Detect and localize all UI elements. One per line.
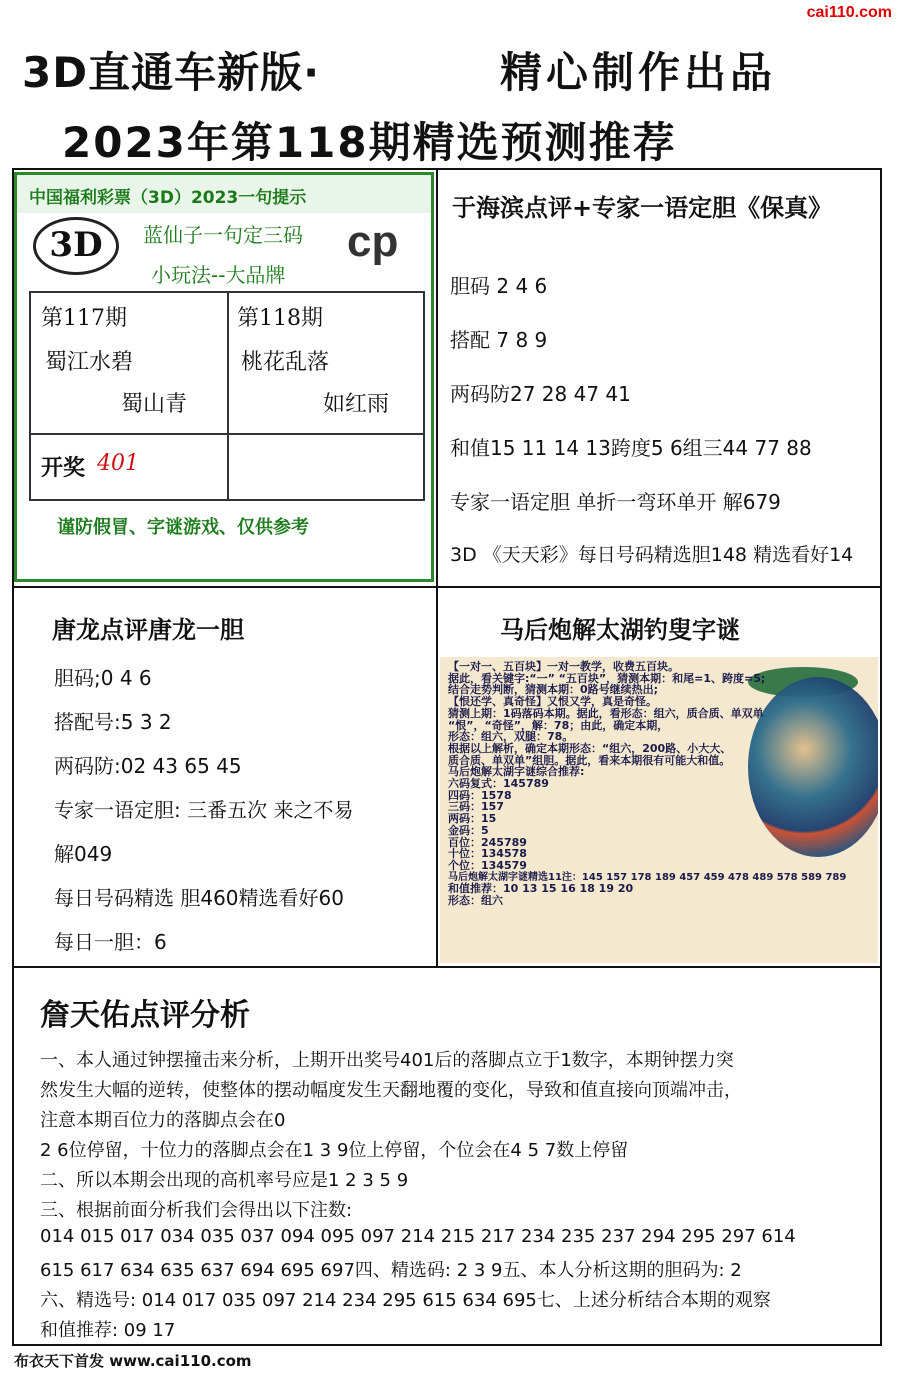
riddle-line: 个位：134579 (448, 858, 527, 872)
card-header: 中国福利彩票（3D）2023一句提示 (17, 175, 431, 213)
riddle-grid (29, 291, 425, 501)
tang-line: 解049 (54, 842, 113, 866)
tang-section-title: 唐龙点评唐龙一胆 (52, 616, 244, 644)
riddle-line: 根据以上解析，确定本期形态：“组六，200路、小大大、 (448, 741, 732, 755)
cur-riddle-line2: 如红雨 (323, 392, 390, 417)
card-slogan-2: 小玩法--大品牌 (151, 263, 286, 287)
footer-credit: 布衣天下首发 www.cai110.com (14, 1352, 252, 1370)
yu-line: 专家一语定胆 单折一弯环单开 解679 (450, 490, 781, 514)
page-title-left: 3D直通车新版· (22, 48, 321, 97)
riddle-image (440, 657, 878, 963)
riddle-line: 形态：组六，双腿：78。 (448, 730, 574, 744)
riddle-section-title: 马后炮解太湖钓叟字谜 (500, 616, 740, 644)
grid-vline (227, 293, 229, 499)
zhan-section-title: 詹天佑点评分析 (40, 998, 250, 1033)
tang-line: 每日号码精选 胆460精选看好60 (54, 886, 344, 910)
grid-hline (31, 433, 423, 435)
prev-issue-label: 第117期 (41, 306, 127, 331)
yu-line: 胆码 2 4 6 (450, 274, 548, 298)
3d-logo-icon: 3D (33, 217, 119, 275)
riddle-line: 形态：组六 (448, 894, 503, 908)
cur-riddle-line1: 桃花乱落 (241, 350, 330, 375)
tang-line: 每日一胆：6 (54, 930, 167, 954)
riddle-line: 马后炮解太湖字谜精选11注：145 157 178 189 457 459 478 489 578 589 789 (448, 871, 847, 883)
row-divider-2 (12, 966, 882, 968)
yu-line: 和值15 11 14 13跨度5 6组三44 77 88 (450, 436, 812, 460)
riddle-line: 质合质、单双单”组胆。据此，看来本期很有可能大和值。 (448, 753, 731, 767)
riddle-line: 十位：134578 (448, 847, 527, 861)
zhan-line: 2 6位停留，十位力的落脚点会在1 3 9位上停留，个位会在4 5 7数上停留 (40, 1140, 629, 1161)
prev-riddle-line1: 蜀江水碧 (45, 350, 134, 375)
tang-line: 胆码;0 4 6 (54, 666, 152, 690)
card-footer: 谨防假冒、字谜游戏、仅供参考 (57, 517, 309, 538)
prev-riddle-line2: 蜀山青 (121, 392, 188, 417)
draw-value: 401 (97, 451, 139, 476)
site-watermark: cai110.com (806, 4, 892, 21)
zhan-line: 注意本期百位力的落脚点会在0 (40, 1110, 286, 1131)
yu-line: 3D 《天天彩》每日号码精选胆148 精选看好14 (450, 544, 854, 566)
row-divider-1 (12, 586, 882, 588)
cp-logo-icon: cp (347, 217, 399, 266)
riddle-line: 六码复式：145789 (448, 777, 549, 791)
yu-line: 搭配 7 8 9 (450, 328, 548, 352)
zhan-line: 615 617 634 635 637 694 695 697四、精选码: 2 3 9五、本人分析这期的胆码为: 2 (40, 1260, 742, 1281)
zhan-line: 一、本人通过钟摆撞击来分析，上期开出奖号401后的落脚点立于1数字，本期钟摆力突 (40, 1050, 734, 1071)
riddle-line: 金码：5 (448, 823, 489, 837)
center-divider (436, 168, 438, 968)
card-slogan-1: 蓝仙子一句定三码 (143, 223, 303, 247)
riddle-line: “恨”，“奇怪”，解：78；由此，确定本期， (448, 718, 669, 732)
zhan-line: 三、根据前面分析我们会得出以下注数: (40, 1200, 353, 1221)
riddle-line: 四码：1578 (448, 788, 512, 802)
riddle-line: 三码：157 (448, 800, 504, 814)
riddle-line: 猜测上期：1码落码本期。据此，看形态：组六，质合质、单双单 (448, 706, 764, 720)
yu-line: 两码防27 28 47 41 (450, 382, 631, 406)
zhan-line: 六、精选号: 014 017 035 097 214 234 295 615 634 695七、上述分析结合本期的观察 (40, 1290, 771, 1311)
zhan-line: 二、所以本期会出现的高机率号应是1 2 3 5 9 (40, 1170, 409, 1191)
tang-line: 专家一语定胆: 三番五次 来之不易 (54, 798, 354, 822)
riddle-text (448, 661, 846, 907)
riddle-line: 结合走势判断，猜测本期：0路号继续热出; (448, 683, 659, 697)
zhan-line: 和值推荐: 09 17 (40, 1320, 176, 1341)
zhan-line: 然发生大幅的逆转，使整体的摆动幅度发生天翻地覆的变化，导致和值直接向顶端冲击， (40, 1080, 742, 1101)
riddle-line: 【一对一、五百块】一对一教学，收费五百块。 (448, 660, 679, 673)
page-subtitle: 2023年第118期精选预测推荐 (62, 118, 677, 167)
riddle-line: 两码：15 (448, 812, 497, 826)
tang-line: 搭配号:5 3 2 (54, 710, 172, 734)
riddle-line: 马后炮解太湖字谜综合推荐: (448, 765, 585, 779)
lottery-card (14, 172, 434, 582)
draw-label: 开奖 (41, 455, 86, 481)
riddle-line: 【恨还学、真奇怪】又恨又学，真是奇怪。 (448, 695, 657, 709)
yu-section-title: 于海滨点评+专家一语定胆《保真》 (452, 194, 833, 222)
riddle-line: 和值推荐：10 13 15 16 18 19 20 (448, 882, 634, 896)
zhan-line: 014 015 017 034 035 037 094 095 097 214 215 217 234 235 237 294 295 297 614 (40, 1226, 796, 1247)
riddle-line: 据此，看关键字:“一” “五百块”，猜测本期：和尾=1、跨度=5; (448, 671, 766, 685)
tang-line: 两码防:02 43 65 45 (54, 754, 242, 778)
riddle-line: 百位：245789 (448, 835, 527, 849)
cur-issue-label: 第118期 (237, 306, 323, 331)
page-title-right: 精心制作出品 (500, 48, 777, 97)
